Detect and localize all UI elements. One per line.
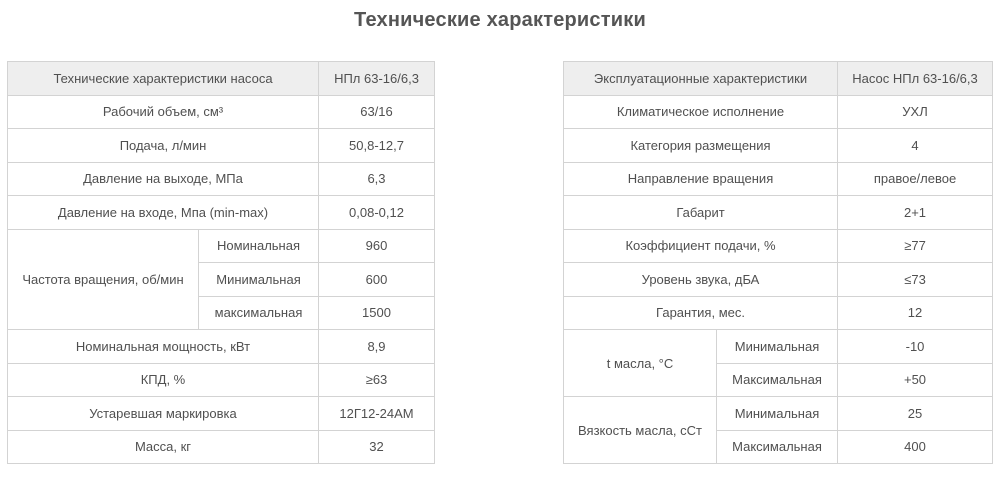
table-row (564, 162, 993, 196)
spec-label: Давление на входе, Мпа (min-max) (8, 196, 319, 230)
spec-sublabel: Минимальная (199, 263, 319, 297)
table-row (564, 95, 993, 129)
spec-value: 2+1 (838, 196, 993, 230)
spec-label: Уровень звука, дБА (564, 263, 838, 297)
table-row (564, 196, 993, 230)
column-header: НПл 63-16/6,3 (319, 62, 435, 96)
column-header: Эксплуатационные характеристики (564, 62, 838, 96)
operating-specs-table (563, 61, 993, 464)
spec-value: правое/левое (838, 162, 993, 196)
spec-label: Гарантия, мес. (564, 296, 838, 330)
pump-specs-table (7, 61, 435, 464)
table-row (8, 229, 435, 263)
spec-value: +50 (838, 363, 993, 397)
spec-value: 1500 (319, 296, 435, 330)
spec-label: Масса, кг (8, 430, 319, 464)
table-row (8, 397, 435, 431)
table-row (564, 397, 993, 431)
spec-value: 12Г12-24АМ (319, 397, 435, 431)
spec-value: 960 (319, 229, 435, 263)
spec-value: 50,8-12,7 (319, 129, 435, 163)
table-row (564, 330, 993, 364)
spec-label: Коэффициент подачи, % (564, 229, 838, 263)
spec-label: Категория размещения (564, 129, 838, 163)
spec-group-label: t масла, °С (564, 330, 717, 397)
spec-label: Подача, л/мин (8, 129, 319, 163)
spec-label: Устаревшая маркировка (8, 397, 319, 431)
spec-value: 600 (319, 263, 435, 297)
table-row (8, 363, 435, 397)
spec-label: КПД, % (8, 363, 319, 397)
spec-group-label: Частота вращения, об/мин (8, 229, 199, 330)
table-row (8, 430, 435, 464)
spec-label: Давление на выходе, МПа (8, 162, 319, 196)
table-row (564, 296, 993, 330)
spec-value: ≥63 (319, 363, 435, 397)
table-row (564, 263, 993, 297)
spec-value: 12 (838, 296, 993, 330)
table-row (564, 129, 993, 163)
spec-value: 8,9 (319, 330, 435, 364)
spec-value: 32 (319, 430, 435, 464)
spec-value: 6,3 (319, 162, 435, 196)
spec-value: 63/16 (319, 95, 435, 129)
spec-value: ≥77 (838, 229, 993, 263)
table-header-row (564, 62, 993, 96)
spec-value: 400 (838, 430, 993, 464)
spec-sublabel: максимальная (199, 296, 319, 330)
spec-label: Габарит (564, 196, 838, 230)
table-row (8, 162, 435, 196)
spec-label: Рабочий объем, см³ (8, 95, 319, 129)
spec-sublabel: Номинальная (199, 229, 319, 263)
column-header: Насос НПл 63-16/6,3 (838, 62, 993, 96)
spec-value: 0,08-0,12 (319, 196, 435, 230)
spec-value: УХЛ (838, 95, 993, 129)
spec-label: Климатическое исполнение (564, 95, 838, 129)
table-row (8, 129, 435, 163)
column-header: Технические характеристики насоса (8, 62, 319, 96)
spec-value: 25 (838, 397, 993, 431)
spec-label: Направление вращения (564, 162, 838, 196)
page-title: Технические характеристики (354, 9, 646, 31)
table-row (8, 330, 435, 364)
table-header-row (8, 62, 435, 96)
spec-value: ≤73 (838, 263, 993, 297)
spec-sublabel: Максимальная (717, 430, 838, 464)
table-row (8, 95, 435, 129)
spec-group-label: Вязкость масла, сСт (564, 397, 717, 464)
spec-value: 4 (838, 129, 993, 163)
spec-sublabel: Максимальная (717, 363, 838, 397)
spec-sublabel: Минимальная (717, 397, 838, 431)
spec-label: Номинальная мощность, кВт (8, 330, 319, 364)
spec-value: -10 (838, 330, 993, 364)
table-row (8, 196, 435, 230)
spec-sublabel: Минимальная (717, 330, 838, 364)
table-row (564, 229, 993, 263)
